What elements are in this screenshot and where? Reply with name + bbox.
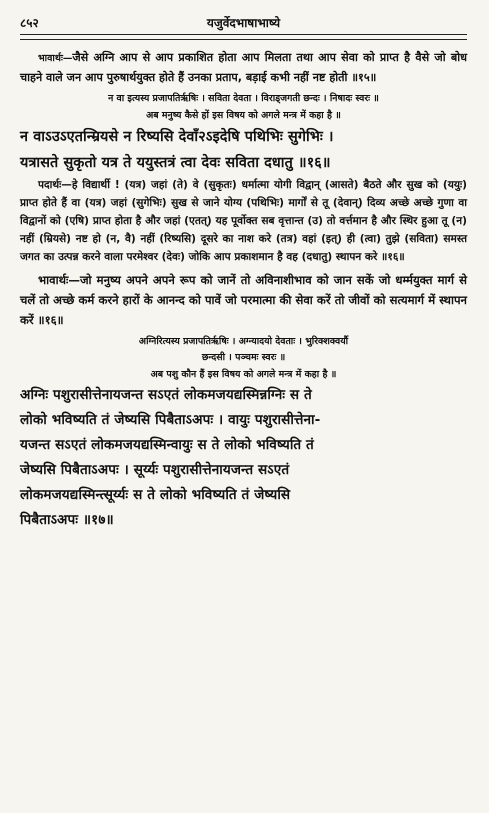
header-rule bbox=[20, 34, 467, 40]
mantra-intro: अब मनुष्य कैसे हों इस विषय को अगले मन्त्र में कहा है ॥ bbox=[146, 110, 341, 121]
bhavartha-15 bbox=[20, 48, 467, 87]
bhavartha-label: भावार्थः— bbox=[38, 273, 80, 287]
mantra-line: पिबैताऽअपः ॥१७॥ bbox=[20, 512, 114, 528]
padartha-text: हे विद्यार्थी ! (यत्र) जहां (ते) वे (सुकृतः) धर्मात्मा योगी विद्वान् (आसते) बैठते और सुख को (ययुः) प्राप्त होते हैं वा (यत्र) जहां (सुगेभिः) सुख से जाने योग्य (पथिभिः) मार्गों से तू (देवान्) दिव्य अच्छे अच्छे गुणा वा विद्वानों को (एषि) प्राप्त होता है और जहां (एतत्) यह पूर्वोक्त सब वृत्तान्त (उ) तो वर्त्तमान है और स्थिर हुआ तू (न) नहीं (म्रियसे) नष्ट हो (न, वै) नहीं (रिष्यसि) दूसरे का नाश करे (तत्र) वहां (इत्) ही (त्वा) तुझे (सविता) समस्त जगत का उत्पन्न करने वाला परमेश्वर (देवः) जोकि आप प्रकाशमान है वह (दधातु) स्थापन करे ॥१६॥ bbox=[20, 179, 467, 263]
devata-line: न वा इत्यस्य प्रजापतिर्ऋषिः । सविता देवता । विराड्जगती छन्दः । निषादः स्वरः ॥ bbox=[108, 93, 379, 104]
mantra-line: लोको भविष्यति तं जेष्यसि पिबैताऽअपः । वायुः पशुरासीत्तेना- bbox=[20, 412, 321, 428]
mantra-intro: अब पशु कौन हैं इस विषय को अगले मन्त्र में कहा है ॥ bbox=[150, 369, 337, 380]
mantra-line: यत्रासते सुकृतो यत्र ते ययुस्तत्रं त्वा देवः सविता दधातु ॥१६॥ bbox=[20, 155, 331, 171]
mantra-line: लोकमजयद्यस्मिन्त्सूर्य्यः स ते लोको भविष्यति तं जेष्यसि bbox=[20, 487, 291, 503]
mantra-16 bbox=[20, 124, 467, 176]
bhavartha-16 bbox=[20, 270, 467, 330]
bhavartha-text: जो मनुष्य अपने अपने रूप को जानें तो अविनाशीभाव को जान सकें जो धर्म्मयुक्त मार्ग से चलें तो अच्छे कर्म करने हारों के आनन्द को पावें जो परमात्मा की सेवा करें तो जीवों को सत्यमार्ग में स्थापन करें ॥१६॥ bbox=[20, 273, 467, 327]
padartha-label: पदार्थः— bbox=[38, 179, 72, 191]
page-number: ८५२ bbox=[20, 16, 39, 30]
devata-line: अग्निरित्यस्य प्रजापतिर्ऋषिः । अग्न्यादयो देवताः । भुरिक्शक्वर्यौ bbox=[138, 336, 349, 347]
mantra-line: अग्निः पशुरासीत्तेनायजन्त सऽएतं लोकमजयद्यस्मिन्नग्निः स ते bbox=[20, 387, 312, 403]
chhanda-line: छन्दसी । पञ्चमः स्वरः ॥ bbox=[201, 352, 286, 363]
bhavartha-text: जैसे अग्नि आप से आप प्रकाशित होता आप मिलता तथा आप सेवा को प्राप्त है वैसे जो बोध चाहने वाले जन आप पुरुषार्थयुक्त होते हैं उनका प्रताप, बड़ाई कभी नहीं नष्ट होती ॥१५॥ bbox=[20, 51, 467, 84]
padartha-16 bbox=[20, 176, 467, 266]
mantra-line: न वाऽउऽएतन्म्रियसे न रिष्यसि देवाँ२ऽइदेषि पथिभिः सुगेभिः । bbox=[20, 129, 334, 145]
bhavartha-label: भावार्थः— bbox=[38, 53, 73, 64]
page-title: यजुर्वेदभाषाभाष्ये bbox=[206, 16, 281, 30]
mantra-line: यजन्त सऽएतं लोकमजयद्यस्मिन्वायुः स ते लोको भविष्यति तं bbox=[20, 437, 314, 453]
mantra-line: जेष्यसि पिबैताऽअपः । सूर्य्यः पशुरासीत्तेनायजन्त सऽएतं bbox=[20, 462, 290, 478]
page-header bbox=[20, 14, 467, 32]
mantra-17 bbox=[20, 383, 467, 533]
